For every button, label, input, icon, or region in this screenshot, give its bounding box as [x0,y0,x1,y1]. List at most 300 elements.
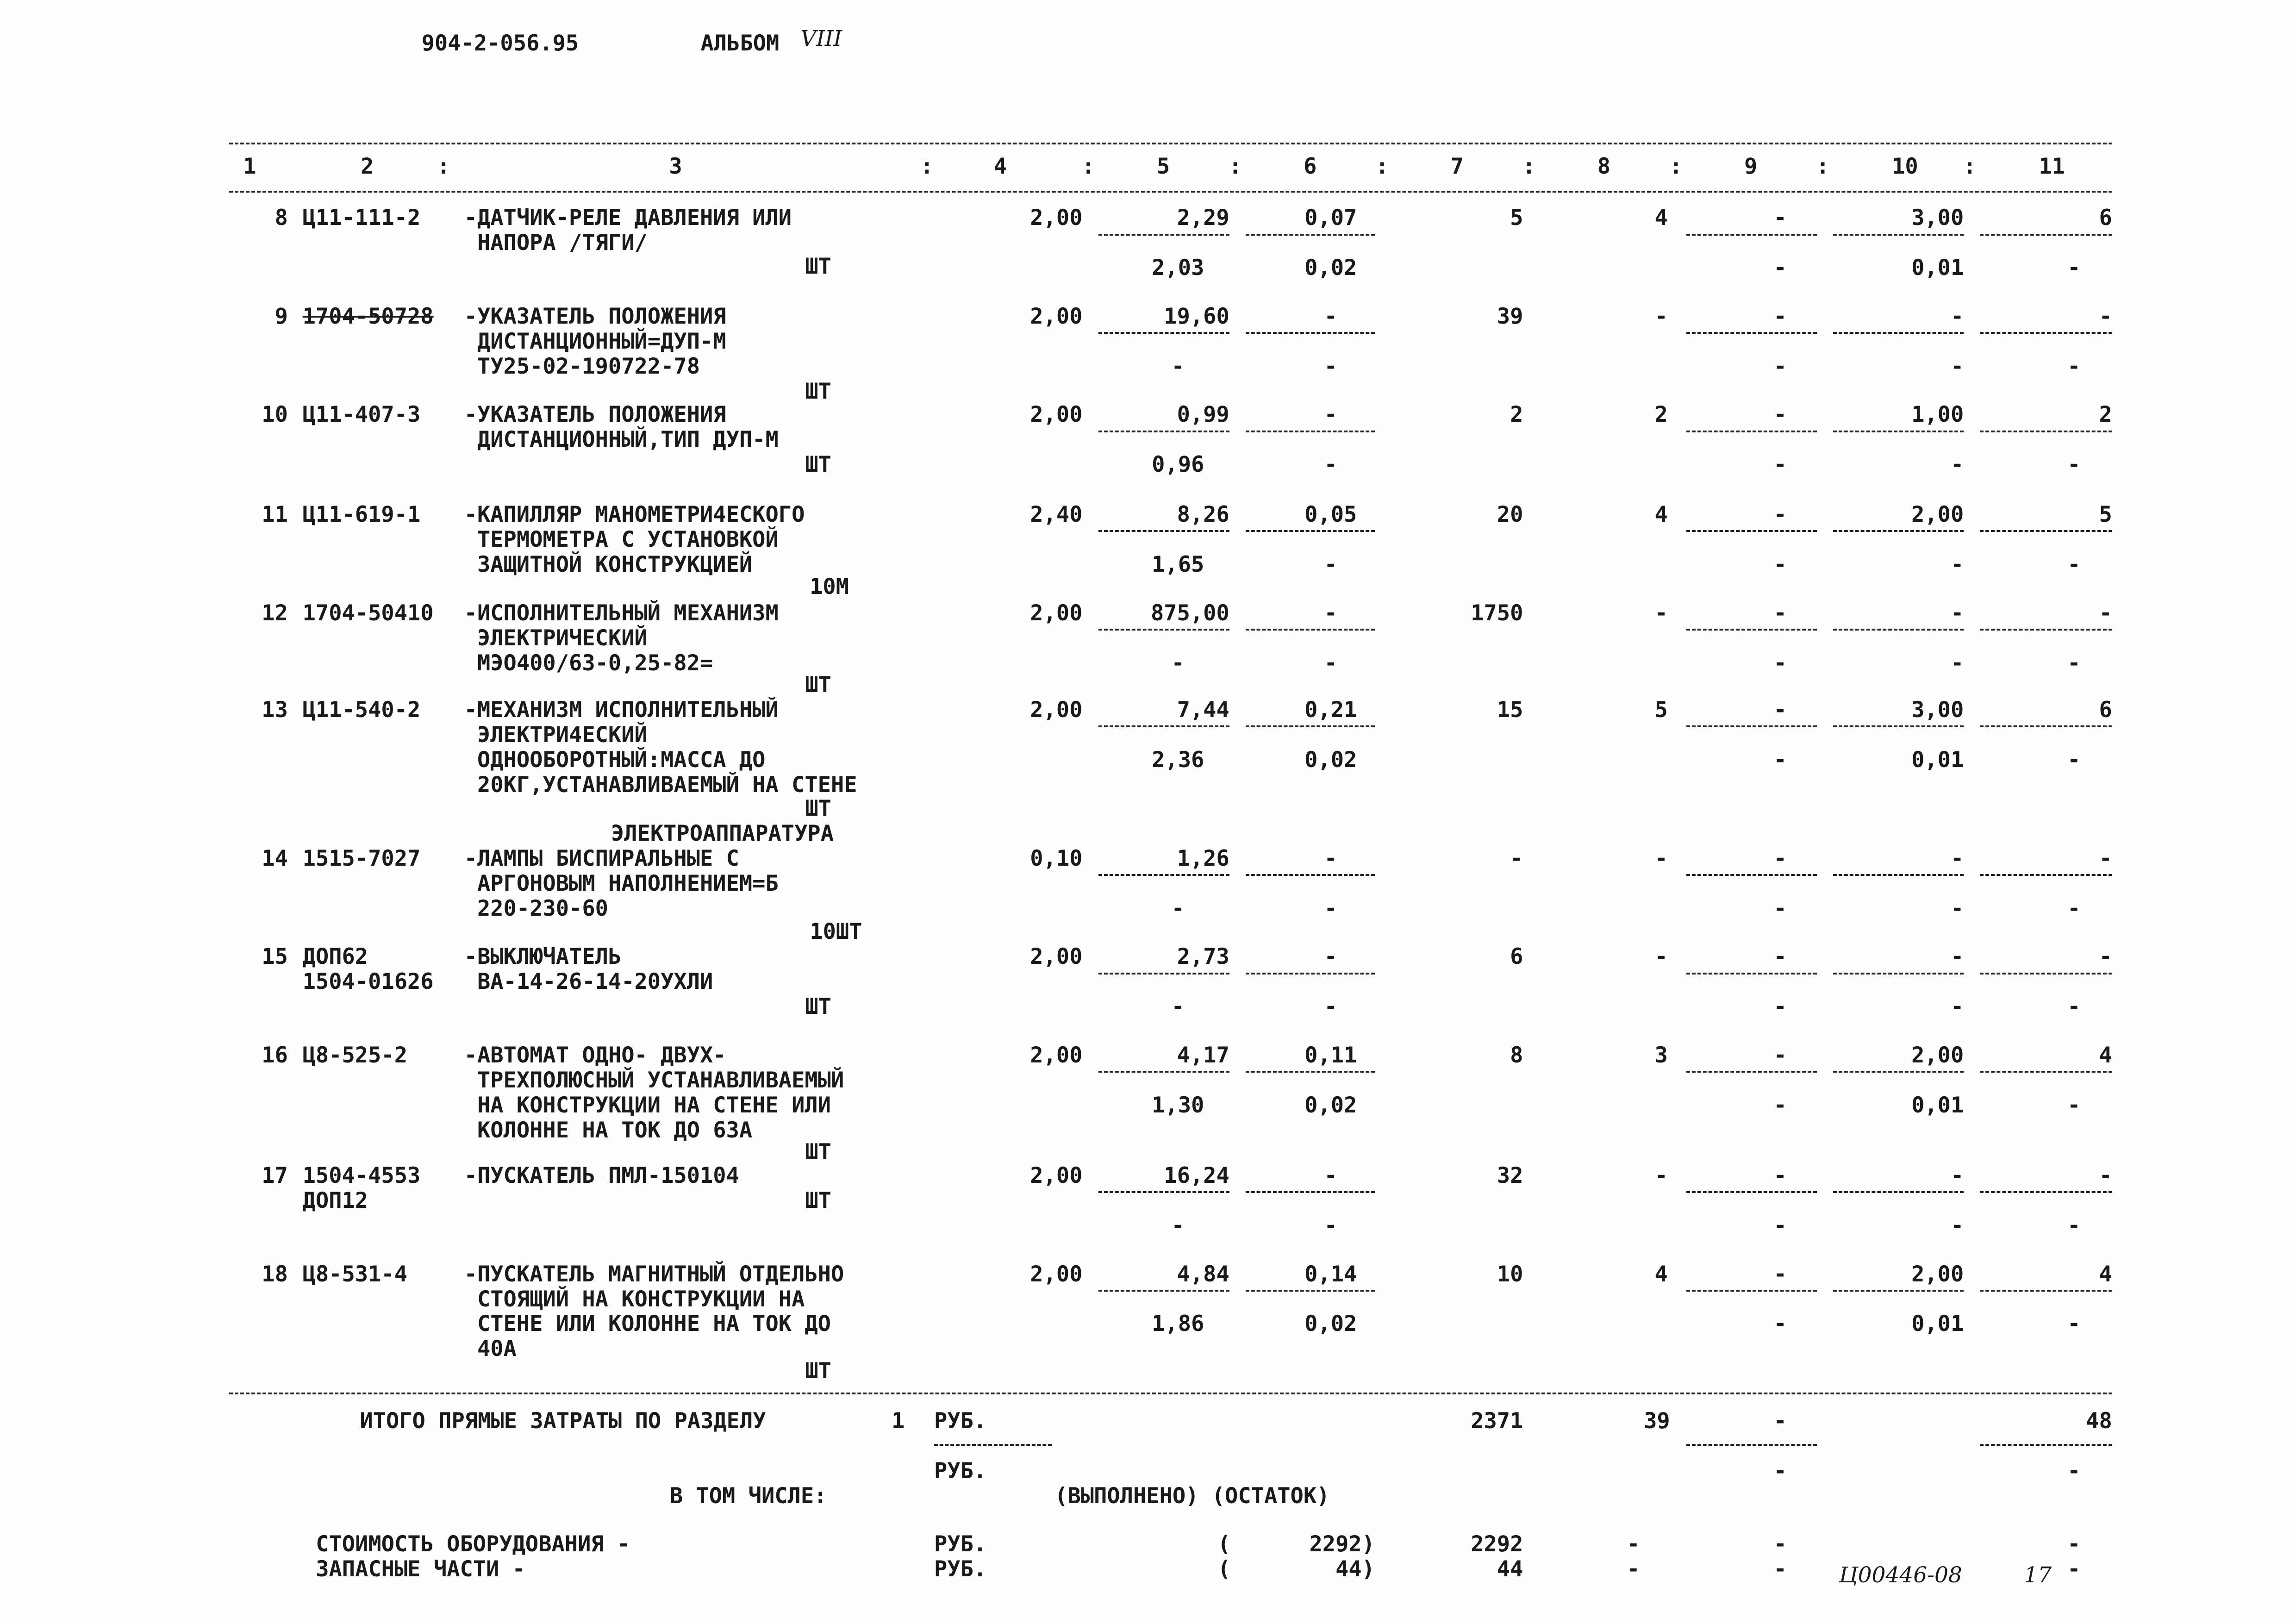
row-divider-9 [1686,874,1817,876]
totals-col9: - [1773,1408,1787,1434]
breakdown-col11: - [2067,1531,2081,1557]
totals-label: ИТОГО ПРЯМЫЕ ЗАТРАТЫ ПО РАЗДЕЛУ [360,1408,766,1434]
column-separator: : [1082,154,1095,180]
row-col5: 19,60 [1164,303,1229,329]
row-col7: 5 [1510,205,1523,231]
row-col5-sub: - [1171,1212,1185,1238]
row-description: ТРЕХПОЛЮСНЫЙ УСТАНАВЛИВАЕМЫЙ [464,1067,844,1093]
row-col9: - [1773,1042,1787,1068]
row-col6-sub: 0,02 [1304,1311,1357,1337]
row-col5-sub: 2,36 [1152,747,1204,773]
row-col11: - [2099,1163,2112,1189]
row-col9: - [1773,303,1787,329]
row-description: 40А [464,1336,517,1362]
totals-divider-9 [1686,1444,1817,1446]
row-number: 16 [262,1042,288,1068]
column-separator: : [1522,154,1536,180]
row-col6: - [1324,1163,1337,1189]
row-description: ЭЛЕКТРИЧЕСКИЙ [464,625,648,651]
row-col9: - [1773,1261,1787,1287]
row-col4: 2,40 [1030,502,1083,528]
row-number: 13 [262,697,288,723]
row-col5: 875,00 [1151,600,1229,626]
row-col4: 2,00 [1030,1261,1083,1287]
breakdown-col7: 44 [1497,1556,1523,1582]
row-col6-sub: - [1324,552,1337,578]
row-divider-11 [1980,725,2112,727]
row-col9-sub: - [1773,650,1787,676]
row-divider-10 [1833,1290,1964,1292]
row-divider-9 [1686,1071,1817,1073]
row-description: -УКАЗАТЕЛЬ ПОЛОЖЕНИЯ [464,402,726,428]
row-col11: - [2099,845,2112,871]
row-col7: 32 [1497,1163,1523,1189]
totals-divider-4 [934,1444,1052,1446]
breakdown-done: ( 2292) [1217,1531,1375,1557]
totals-divider-11 [1980,1444,2112,1446]
row-col5-sub: 0,96 [1152,452,1204,478]
row-col10: - [1950,600,1964,626]
row-col6-sub: - [1324,452,1337,478]
row-col11-sub: - [2067,452,2081,478]
row-col6: - [1324,944,1337,970]
row-col4: 2,00 [1030,600,1083,626]
row-col5: 16,24 [1164,1163,1229,1189]
row-code: 1504-01626 [302,969,434,995]
row-description: -ВЫКЛЮЧАТЕЛЬ [464,944,622,970]
row-description: -АВТОМАТ ОДНО- ДВУХ- [464,1042,726,1068]
row-col10-sub: - [1950,353,1964,379]
row-col10: - [1950,944,1964,970]
row-col11: - [2099,944,2112,970]
row-col9-sub: - [1773,895,1787,921]
row-description: -УКАЗАТЕЛЬ ПОЛОЖЕНИЯ [464,303,726,329]
row-col4: 2,00 [1030,205,1083,231]
row-col5-sub: 1,65 [1152,552,1204,578]
column-header-5: 5 [1156,154,1170,180]
row-number: 12 [262,600,288,626]
row-description: СТЕНЕ ИЛИ КОЛОННЕ НА ТОК ДО [464,1311,831,1337]
column-separator: : [1669,154,1683,180]
row-divider-5 [1098,1290,1229,1292]
row-code: Ц11-407-3 [302,402,421,428]
row-description: -ИСПОЛНИТЕЛЬНЫЙ МЕХАНИЗМ [464,600,779,626]
breakdown-col9: - [1773,1531,1787,1557]
row-divider-9 [1686,1191,1817,1193]
row-number: 18 [262,1261,288,1287]
row-description: ОДНООБОРОТНЫЙ:МАССА ДО [464,747,766,773]
row-code: 1704-50728 [302,303,434,329]
row-col5: 2,73 [1177,944,1229,970]
album-number: VIII [800,26,842,52]
row-col4: 2,00 [1030,944,1083,970]
row-unit: 10М [810,574,849,600]
row-divider-10 [1833,725,1964,727]
row-col10: 2,00 [1911,502,1964,528]
row-col11-sub: - [2067,1311,2081,1337]
row-description: -ПУСКАТЕЛЬ МАГНИТНЫЙ ОТДЕЛЬНО [464,1261,844,1287]
row-col7: - [1510,845,1523,871]
row-code: Ц8-525-2 [302,1042,407,1068]
breakdown-label: СТОИМОСТЬ ОБОРУДОВАНИЯ - [316,1531,630,1557]
column-header-10: 10 [1892,154,1918,180]
row-col9-sub: - [1773,1092,1787,1118]
row-col10-sub: - [1950,1212,1964,1238]
row-col4: 2,00 [1030,1163,1083,1189]
row-divider-10 [1833,530,1964,532]
row-col10-sub: 0,01 [1911,747,1964,773]
row-col6: - [1324,402,1337,428]
row-col11: 4 [2099,1042,2112,1068]
row-unit: ШТ [805,452,831,478]
breakdown-col7: 2292 [1471,1531,1523,1557]
column-header-4: 4 [993,154,1007,180]
row-col6-sub: - [1324,1212,1337,1238]
row-col9: - [1773,502,1787,528]
row-col6-sub: - [1324,895,1337,921]
row-code: 1515-7027 [302,845,421,871]
row-col11-sub: - [2067,255,2081,281]
row-col6-sub: - [1324,994,1337,1020]
breakdown-done: ( 44) [1217,1556,1375,1582]
row-description: -МЕХАНИЗМ ИСПОЛНИТЕЛЬНЫЙ [464,697,779,723]
row-col8: - [1654,944,1668,970]
column-separator: : [1375,154,1389,180]
table-top-rule [229,143,2112,144]
row-divider-6 [1246,332,1375,334]
row-divider-6 [1246,1071,1375,1073]
row-col6: 0,14 [1304,1261,1357,1287]
row-description: ДИСТАНЦИОННЫЙ,ТИП ДУП-М [464,427,779,453]
row-col11-sub: - [2067,994,2081,1020]
row-col8: - [1654,600,1668,626]
totals-rule [229,1393,2112,1394]
row-divider-11 [1980,1071,2112,1073]
row-col11-sub: - [2067,747,2081,773]
row-number: 17 [262,1163,288,1189]
row-col7: 39 [1497,303,1523,329]
row-description: -КАПИЛЛЯР МАНОМЕТРИ4ЕСКОГО [464,502,805,528]
row-divider-6 [1246,530,1375,532]
row-col8: 4 [1654,502,1668,528]
totals-col11-sub: - [2067,1458,2081,1484]
document-code: 904-2-056.95 [421,30,579,56]
row-col8: 2 [1654,402,1668,428]
row-col5: 0,99 [1177,402,1229,428]
breakdown-col8: - [1627,1531,1640,1557]
row-code: 1704-50410 [302,600,434,626]
row-code: ДОП62 [302,944,368,970]
row-col6-sub: - [1324,353,1337,379]
column-header-1: 1 [243,154,256,180]
row-col10: 2,00 [1911,1261,1964,1287]
row-col11: 6 [2099,205,2112,231]
row-divider-11 [1980,1290,2112,1292]
row-divider-9 [1686,332,1817,334]
row-divider-6 [1246,629,1375,631]
row-divider-10 [1833,234,1964,236]
row-col4: 2,00 [1030,1042,1083,1068]
row-unit: ШТ [805,1139,831,1165]
column-separator: : [1229,154,1242,180]
row-col9-sub: - [1773,747,1787,773]
row-col9-sub: - [1773,452,1787,478]
row-col9-sub: - [1773,994,1787,1020]
totals-currency: РУБ. [934,1408,987,1434]
row-col5-sub: - [1171,994,1185,1020]
row-col6-sub: 0,02 [1304,255,1357,281]
row-col7: 6 [1510,944,1523,970]
row-divider-6 [1246,1191,1375,1193]
header-bottom-rule [229,191,2112,193]
row-col5: 7,44 [1177,697,1229,723]
row-divider-10 [1833,629,1964,631]
row-col5: 2,29 [1177,205,1229,231]
row-divider-11 [1980,332,2112,334]
row-col10: 2,00 [1911,1042,1964,1068]
row-divider-5 [1098,1191,1229,1193]
row-divider-9 [1686,234,1817,236]
row-description: 220-230-60 [464,895,608,921]
row-col9-sub: - [1773,1311,1787,1337]
including-label: В ТОМ ЧИСЛЕ: [669,1483,827,1509]
row-col9-sub: - [1773,552,1787,578]
row-col11-sub: - [2067,552,2081,578]
row-col9: - [1773,1163,1787,1189]
row-divider-11 [1980,530,2112,532]
row-col5-sub: - [1171,353,1185,379]
breakdown-currency: РУБ. [934,1531,987,1557]
row-divider-5 [1098,431,1229,432]
column-separator: : [1816,154,1829,180]
row-col6: 0,11 [1304,1042,1357,1068]
column-header-9: 9 [1744,154,1758,180]
row-unit: ШТ [805,1187,831,1213]
row-col9-sub: - [1773,1212,1787,1238]
row-col8: 4 [1654,205,1668,231]
row-col10-sub: 0,01 [1911,1311,1964,1337]
row-divider-9 [1686,431,1817,432]
row-col9-sub: - [1773,255,1787,281]
row-code: 1504-4553 [302,1163,421,1189]
row-col6-sub: 0,02 [1304,747,1357,773]
row-unit: ШТ [805,378,831,404]
row-col11: 6 [2099,697,2112,723]
row-col6: - [1324,600,1337,626]
row-description: 20КГ,УСТАНАВЛИВАЕМЫЙ НА СТЕНЕ [464,772,857,798]
row-col5: 4,84 [1177,1261,1229,1287]
row-divider-10 [1833,874,1964,876]
row-divider-10 [1833,1071,1964,1073]
row-unit: 10ШТ [810,919,862,945]
row-description: ТЕРМОМЕТРА С УСТАНОВКОЙ [464,527,779,553]
column-separator: : [920,154,934,180]
row-col7: 2 [1510,402,1523,428]
row-col4: 2,00 [1030,697,1083,723]
row-col8: - [1654,1163,1668,1189]
row-col11: - [2099,303,2112,329]
row-description: НА КОНСТРУКЦИИ НА СТЕНЕ ИЛИ [464,1092,831,1118]
row-code: Ц11-111-2 [302,205,421,231]
row-col8: 5 [1654,697,1668,723]
row-number: 10 [262,402,288,428]
totals-col9-sub: - [1773,1458,1787,1484]
row-col5-sub: 2,03 [1152,255,1204,281]
column-header-3: 3 [669,154,682,180]
row-col4: 0,10 [1030,845,1083,871]
row-col9: - [1773,944,1787,970]
row-number: 14 [262,845,288,871]
totals-currency-2: РУБ. [934,1458,987,1484]
totals-section-number: 1 [892,1408,905,1434]
row-col10-sub: 0,01 [1911,255,1964,281]
row-divider-11 [1980,431,2112,432]
row-col10: - [1950,303,1964,329]
row-divider-6 [1246,725,1375,727]
row-col9: - [1773,697,1787,723]
row-divider-6 [1246,1290,1375,1292]
row-divider-11 [1980,973,2112,974]
row-divider-10 [1833,332,1964,334]
row-divider-5 [1098,725,1229,727]
row-col11-sub: - [2067,1092,2081,1118]
row-description: -ЛАМПЫ БИСПИРАЛЬНЫЕ С [464,845,739,871]
row-col10-sub: 0,01 [1911,1092,1964,1118]
row-number: 8 [275,205,288,231]
row-col10: - [1950,1163,1964,1189]
row-col9-sub: - [1773,353,1787,379]
row-col11-sub: - [2067,650,2081,676]
row-col6: - [1324,845,1337,871]
row-col10: 1,00 [1911,402,1964,428]
row-divider-10 [1833,1191,1964,1193]
row-col8: - [1654,845,1668,871]
row-col8: - [1654,303,1668,329]
row-description: ЗАЩИТНОЙ КОНСТРУКЦИЕЙ [464,552,753,578]
row-col5: 8,26 [1177,502,1229,528]
row-col7: 8 [1510,1042,1523,1068]
row-col10-sub: - [1950,895,1964,921]
handwritten-reference: Ц00446-08 [1839,1562,1962,1588]
row-col10-sub: - [1950,452,1964,478]
breakdown-currency: РУБ. [934,1556,987,1582]
row-divider-6 [1246,874,1375,876]
row-divider-11 [1980,1191,2112,1193]
row-col4: 2,00 [1030,402,1083,428]
row-col7: 1750 [1471,600,1523,626]
row-col6: 0,07 [1304,205,1357,231]
breakdown-col11: - [2067,1556,2081,1582]
row-col11-sub: - [2067,895,2081,921]
row-code: Ц11-540-2 [302,697,421,723]
section-heading: ЭЛЕКТРОАППАРАТУРА [611,820,834,846]
row-description: ТУ25-02-190722-78 [464,353,700,379]
row-divider-9 [1686,973,1817,974]
row-col9: - [1773,845,1787,871]
row-number: 11 [262,502,288,528]
row-unit: ШТ [805,253,831,279]
row-col9: - [1773,600,1787,626]
row-unit: ШТ [805,672,831,698]
column-separator: : [1963,154,1977,180]
totals-col7: 2371 [1471,1408,1523,1434]
row-description: МЭО400/63-0,25-82= [464,650,713,676]
row-divider-5 [1098,874,1229,876]
row-divider-6 [1246,431,1375,432]
row-col5-sub: 1,30 [1152,1092,1204,1118]
row-divider-10 [1833,973,1964,974]
row-description: АРГОНОВЫМ НАПОЛНЕНИЕМ=Б [464,870,779,896]
album-label: АЛЬБОМ [700,30,780,56]
row-col10-sub: - [1950,994,1964,1020]
column-header-2: 2 [361,154,374,180]
breakdown-label: ЗАПАСНЫЕ ЧАСТИ - [316,1556,525,1582]
row-unit: ШТ [805,1358,831,1384]
row-col10: - [1950,845,1964,871]
row-description: КОЛОННЕ НА ТОК ДО 63А [464,1117,753,1143]
breakdown-col9: - [1773,1556,1787,1582]
row-col11-sub: - [2067,1212,2081,1238]
row-divider-5 [1098,1071,1229,1073]
row-col11: 2 [2099,402,2112,428]
breakdown-col8: - [1627,1556,1640,1582]
row-unit: ШТ [805,994,831,1020]
row-col9: - [1773,402,1787,428]
row-col8: 3 [1654,1042,1668,1068]
row-number: 9 [275,303,288,329]
row-col10: 3,00 [1911,205,1964,231]
row-code: ДОП12 [302,1187,368,1213]
row-col6: 0,05 [1304,502,1357,528]
column-header-6: 6 [1304,154,1317,180]
row-col5-sub: - [1171,895,1185,921]
totals-col11: 48 [2086,1408,2112,1434]
row-divider-11 [1980,874,2112,876]
row-col11: - [2099,600,2112,626]
row-col11: 5 [2099,502,2112,528]
row-divider-10 [1833,431,1964,432]
row-col5: 1,26 [1177,845,1229,871]
row-divider-11 [1980,234,2112,236]
row-code: Ц11-619-1 [302,502,421,528]
column-header-7: 7 [1450,154,1464,180]
row-col11: 4 [2099,1261,2112,1287]
row-description: -ПУСКАТЕЛЬ ПМЛ-150104 [464,1163,739,1189]
row-col6: 0,21 [1304,697,1357,723]
row-col7: 15 [1497,697,1523,723]
row-col8: 4 [1654,1261,1668,1287]
row-col10-sub: - [1950,552,1964,578]
row-divider-9 [1686,1290,1817,1292]
row-col7: 20 [1497,502,1523,528]
row-divider-9 [1686,530,1817,532]
row-divider-11 [1980,629,2112,631]
row-divider-6 [1246,234,1375,236]
row-col10: 3,00 [1911,697,1964,723]
column-header-8: 8 [1597,154,1611,180]
row-col7: 10 [1497,1261,1523,1287]
row-col5-sub: - [1171,650,1185,676]
row-description: ЭЛЕКТРИ4ЕСКИЙ [464,722,648,748]
row-divider-5 [1098,973,1229,974]
row-unit: ШТ [805,795,831,821]
row-description: ДИСТАНЦИОННЫЙ=ДУП-М [464,328,726,354]
row-divider-9 [1686,725,1817,727]
page-number: 17 [2024,1562,2052,1588]
row-divider-6 [1246,973,1375,974]
row-description: НАПОРА /ТЯГИ/ [464,230,648,256]
row-description: СТОЯЩИЙ НА КОНСТРУКЦИИ НА [464,1286,805,1312]
